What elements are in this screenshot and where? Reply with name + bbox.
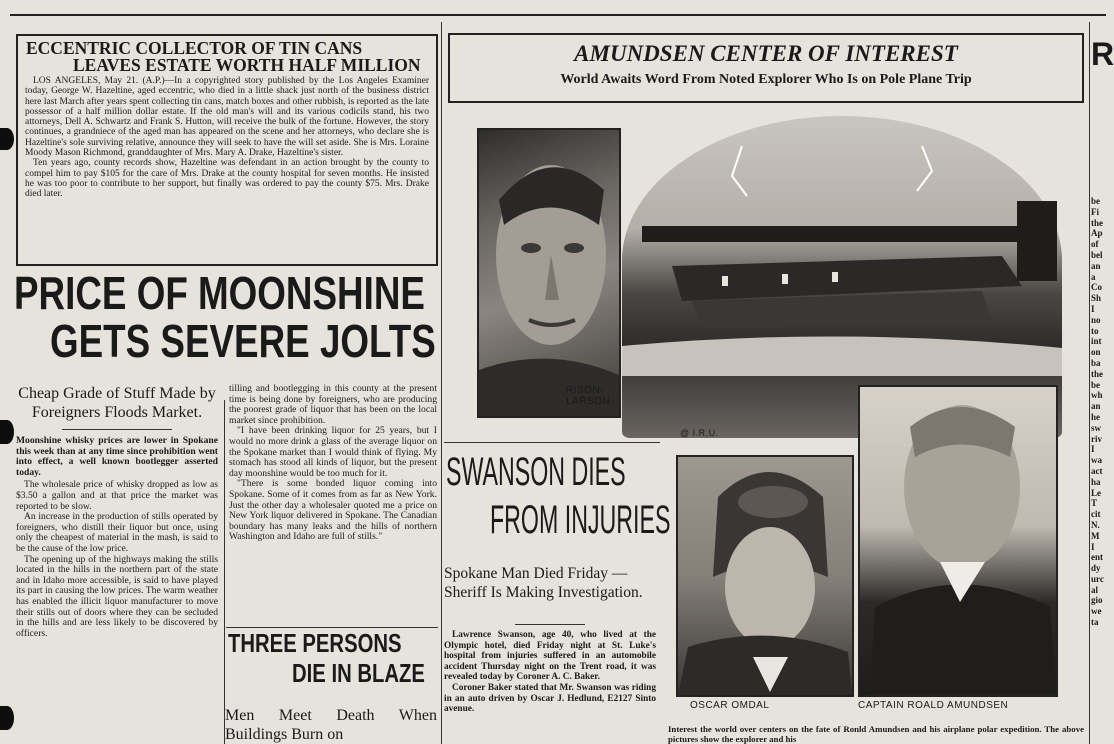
photo-credit: RISON-LARSON <box>566 385 611 407</box>
amundsen-header <box>448 33 1084 103</box>
masthead-rule <box>10 14 1106 16</box>
amundsen-caption: CAPTAIN ROALD AMUNDSEN <box>858 700 1009 711</box>
binding-hole <box>0 420 14 444</box>
portrait-photo <box>477 128 621 418</box>
edge-fragment: Co <box>1091 282 1102 293</box>
edge-fragment: to <box>1091 325 1099 336</box>
blaze-deck: Men Meet Death When Buildings Burn on <box>225 707 437 743</box>
swanson-paragraph: Lawrence Swanson, age 40, who lived at the Olympic hotel, died Friday night at St. Luke's hospital from injuries suffered in an automobile accident Thursday night on the Trent road, it was revealed today by Coroner A. C. Baker. <box>444 630 656 683</box>
edge-fragment: bel <box>1091 249 1103 260</box>
tin-cans-headline-2: LEAVES ESTATE WORTH HALF MILLION <box>73 55 421 75</box>
edge-fragment: ent <box>1091 552 1103 563</box>
edge-fragment: urc <box>1091 573 1104 584</box>
edge-fragment: an <box>1091 260 1101 271</box>
tin-cans-body <box>25 76 429 200</box>
edge-fragment: on <box>1091 347 1101 358</box>
edge-fragment: be <box>1091 379 1100 390</box>
moonshine-body <box>16 480 218 639</box>
moonshine-paragraph: An increase in the production of stills operated by foreigners, who distill their liquor but once, using only the cheapest of material in the mash, is said to be the cause of the low price. <box>16 511 218 554</box>
column-rule <box>224 400 225 744</box>
edge-fragment: I <box>1091 541 1095 552</box>
amundsen-illustration <box>860 387 1056 695</box>
edge-fragment: be <box>1091 196 1100 206</box>
swanson-headline-2: FROM INJURIES <box>490 498 671 542</box>
swanson-body <box>444 630 656 715</box>
edge-fragment: cit <box>1091 509 1101 520</box>
tin-cans-paragraph: Ten years ago, county records show, Hazeltine was defendant in an action brought by the county to compel him to pay $105 for the care of Mrs. Drake at the county hospital for seven months. He insisted he was too poor to contribute to her support, but finally was ordered to pay the county $75. Mrs. Drake died later. <box>25 158 429 200</box>
edge-fragment: the <box>1091 368 1103 379</box>
edge-fragment: of <box>1091 239 1099 250</box>
tin-cans-story <box>16 34 438 266</box>
column-rule <box>441 22 442 744</box>
edge-fragment: no <box>1091 314 1101 325</box>
story-divider <box>444 442 660 443</box>
edge-fragment: I <box>1091 444 1095 455</box>
edge-fragment: riv <box>1091 433 1102 444</box>
moonshine-paragraph: The wholesale price of whisky dropped as low as $3.50 a gallon and at that price the market was reported to be slow. <box>16 479 218 512</box>
edge-fragment: sw <box>1091 422 1102 433</box>
edge-fragment: Le <box>1091 487 1101 498</box>
moonshine-paragraph: The opening up of the highways making the stills located in the hills in the northern part of the state and in Idaho more accessible, is said to have played its part in causing the low prices. The warm weather has enabled the illicit liquor manufacturer to move their stills out of doors where they can be secluded in the hills and are less likely to be discovered by officers. <box>16 553 218 639</box>
edge-fragment: N. <box>1091 519 1100 530</box>
moonshine-paragraph: "There is some bonded liquor coming into Spokane. Some of it comes from as far as New York. Just the other day a wholesaler quoted me a price on New York liquor delivered in Spokane. The Canadian boundary has many leaks and the hills of northern Washington and Idaho are full of stills." <box>229 478 437 543</box>
moonshine-paragraph: tilling and bootlegging in this county at the present time is being done by foreigners, who are producing the poorest grade of liquor that has been on the local market since prohibition. <box>229 383 437 426</box>
tin-cans-headline-1: ECCENTRIC COLLECTOR OF TIN CANS <box>26 38 363 58</box>
edge-fragment: a <box>1091 271 1096 282</box>
swanson-headline-1: SWANSON DIES <box>446 450 626 494</box>
deck-rule <box>62 429 172 430</box>
moonshine-deck: Cheap Grade of Stuff Made by Foreigners Floods Market. <box>18 385 216 421</box>
deck-rule <box>515 624 585 625</box>
edge-fragment: ha <box>1091 476 1101 487</box>
edge-fragment: Ap <box>1091 228 1103 239</box>
moonshine-headline-1: PRICE OF MOONSHINE <box>14 267 425 319</box>
tin-cans-paragraph: LOS ANGELES, May 21. (A.P.)—In a copyrighted story published by the Los Angeles Examiner today, George W. Hazeltine, aged eccentric, who died in a little shack just north of the business district here last March after years spent collecting tin cans, match boxes and other rubbish, is reported as the late possessor of a half million dollar estate. If the old man's will and its various codicils stand, his two attorneys, Dell A. Schwartz and Frank S. Hutton, will receive the bulk of the fortune. However, the story continues, a grandniece of the aged man has appeared on the scene and her attorneys, who declare she is Hazeltine's sole surviving relative, announce they will seek to have the will set aside. She is Mrs. Loraine Moody Mason Richmond, granddaughter of Mrs. Mary A. Drake, Hazeltine's sister. <box>25 76 429 159</box>
edge-fragment: T <box>1091 498 1098 509</box>
blaze-headline-1: THREE PERSONS <box>228 628 402 658</box>
edge-fragment: int <box>1091 336 1102 347</box>
edge-fragment: Fi <box>1091 206 1099 217</box>
swanson-deck: Spokane Man Died Friday —Sheriff Is Making Investigation. <box>444 565 643 601</box>
amundsen-subhead: World Awaits Word From Noted Explorer Who Is on Pole Plane Trip <box>560 72 972 87</box>
edge-fragment: dy <box>1091 563 1101 574</box>
blaze-headline-2: DIE IN BLAZE <box>292 658 425 688</box>
amundsen-cutline: Interest the world over centers on the fate of Ronld Amundsen and his airplane polar expedition. The above pictures show the explorer and his <box>668 724 1084 744</box>
edge-fragment: the <box>1091 217 1103 228</box>
edge-fragment: act <box>1091 465 1103 476</box>
omdal-illustration <box>678 457 852 695</box>
edge-fragment: ta <box>1091 617 1099 628</box>
binding-hole <box>0 706 14 730</box>
edge-fragment: gio <box>1091 595 1103 606</box>
edge-fragment: al <box>1091 584 1099 595</box>
edge-fragment: an <box>1091 401 1101 412</box>
edge-fragment: M <box>1091 530 1100 541</box>
edge-fragment: we <box>1091 606 1102 617</box>
edge-column-fragments <box>1091 196 1106 628</box>
amundsen-headline: AMUNDSEN CENTER OF INTEREST <box>574 41 958 66</box>
binding-hole <box>0 128 14 150</box>
moonshine-lead: Moonshine whisky prices are lower in Spokane this week than at any time since prohibition went into effect, a well known bootlegger asserted today. <box>16 435 218 478</box>
moonshine-paragraph: "I have been drinking liquor for 25 years, but I would no more drink a glass of the average liquor on the Spokane market than I would think of flying. My stomach has stood all kinds of liquor, but the present day moonshine would be too much for it. <box>229 425 437 479</box>
edge-fragment: ba <box>1091 357 1101 368</box>
edge-fragment: wa <box>1091 455 1102 466</box>
omdal-caption: OSCAR OMDAL <box>690 700 770 711</box>
moonshine-column-1 <box>16 384 218 639</box>
edge-fragment: Sh <box>1091 293 1102 304</box>
swanson-paragraph: Coroner Baker stated that Mr. Swanson was riding in an auto driven by Oscar J. Hedlund, E2127 Sinto avenue. <box>444 682 656 715</box>
moonshine-column-2 <box>229 384 437 543</box>
portrait-illustration <box>479 130 619 416</box>
edge-fragment: I <box>1091 303 1095 314</box>
moonshine-headline-2: GETS SEVERE JOLTS <box>50 315 436 367</box>
edge-fragment: wh <box>1091 390 1103 401</box>
omdal-photo <box>676 455 854 697</box>
photo-credit: @ I.R.U. <box>680 428 719 438</box>
amundsen-photo <box>858 385 1058 697</box>
edge-headline-fragment: R <box>1091 36 1114 72</box>
column-rule <box>1089 22 1090 744</box>
edge-fragment: he <box>1091 411 1100 422</box>
